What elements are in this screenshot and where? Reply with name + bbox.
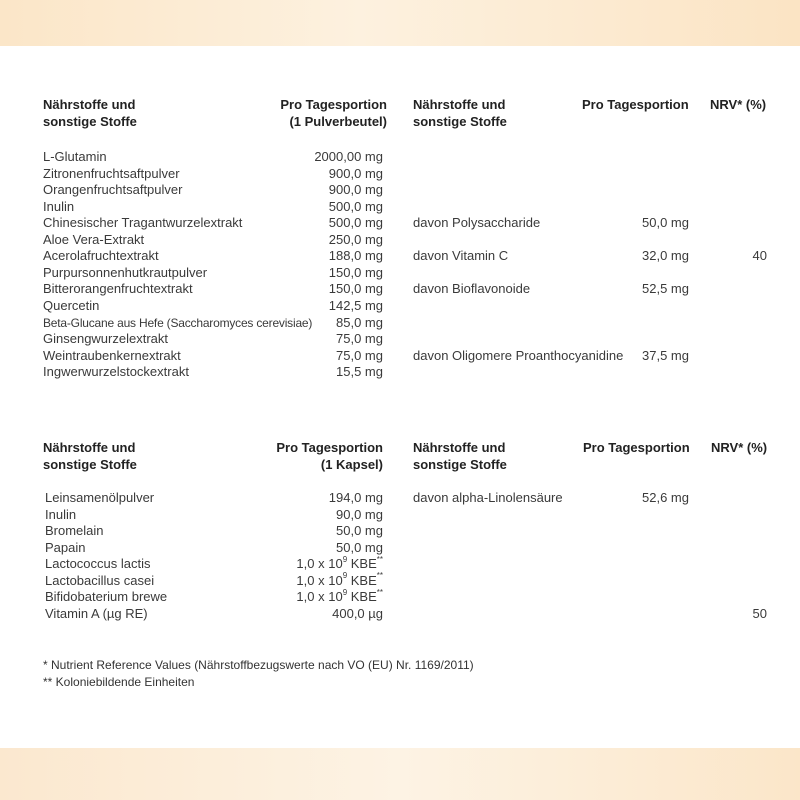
t1-col5-header: NRV* (%) — [710, 97, 767, 112]
row-amount: 150,0 mg — [328, 281, 383, 297]
amount-base: 1,0 x 10 — [296, 589, 343, 605]
row-sub-name: davon alpha-Linolensäure — [413, 490, 563, 505]
row-name: Ingwerwurzelstockextrakt — [43, 364, 189, 380]
row-name: Acerolafruchtextrakt — [43, 248, 159, 264]
t2-col1-header: Nährstoffe und sonstige Stoffe — [43, 440, 137, 472]
row-amount: 2000,00 mg — [314, 149, 383, 164]
row-amount: 188,0 mg — [328, 248, 383, 264]
t2-col3-header: Nährstoffe und sonstige Stoffe — [413, 440, 507, 472]
row-sub-amount: 52,5 mg — [642, 281, 689, 297]
row-amount: 194,0 mg — [328, 490, 383, 505]
row-amount: 15,5 mg — [336, 364, 383, 380]
row-name: Quercetin — [43, 297, 100, 313]
row-name: L-Glutamin — [43, 149, 107, 164]
t1-col3-header: Nährstoffe und sonstige Stoffe — [413, 97, 507, 129]
row-amount: 900,0 mg — [328, 165, 383, 181]
row-sub-amount: 52,6 mg — [642, 490, 689, 505]
row-sub-amount: 50,0 mg — [642, 215, 689, 231]
t2-col5-header: NRV* (%) — [711, 440, 768, 455]
row-name: Leinsamenölpulver — [45, 490, 155, 505]
row-name: Bromelain — [45, 523, 104, 539]
row-nrv: 50 — [752, 605, 767, 621]
footnote-nrv: * Nutrient Reference Values (Nährstoffbezugswerte nach VO (EU) Nr. 1169/2011) — [43, 658, 474, 672]
row-sub-amount: 37,5 mg — [642, 347, 689, 363]
row-name: Ginsengwurzelextrakt — [43, 331, 168, 347]
amount-unit: KBE — [347, 556, 377, 572]
row-name: Inulin — [45, 506, 77, 522]
row-amount: 90,0 mg — [336, 506, 383, 522]
row-amount: 50,0 mg — [336, 539, 383, 555]
row-amount: 500,0 mg — [328, 215, 383, 231]
row-sub-name: davon Bioflavonoide — [413, 281, 531, 297]
amount-unit: KBE — [347, 572, 377, 588]
amount-base: 1,0 x 10 — [296, 572, 343, 588]
row-sub-amount: 32,0 mg — [642, 248, 689, 264]
t1-col4-header: Pro Tagesportion — [582, 97, 689, 112]
row-name: Bitterorangenfruchtextrakt — [43, 281, 193, 297]
row-name: Lactococcus lactis — [45, 556, 151, 572]
top-decorative-band — [0, 0, 800, 46]
row-nrv: 40 — [752, 248, 767, 264]
row-name: Orangenfruchtsaftpulver — [43, 182, 183, 198]
row-name: Zitronenfruchtsaftpulver — [43, 165, 180, 181]
row-amount: 500,0 mg — [328, 198, 383, 214]
t2-col2-header: Pro Tagesportion (1 Kapsel) — [276, 440, 383, 472]
row-name: Papain — [45, 539, 86, 555]
amount-exponent: 9 — [342, 554, 348, 564]
row-amount: 50,0 mg — [336, 523, 383, 539]
row-amount: 85,0 mg — [336, 314, 383, 330]
row-name: Beta-Glucane aus Hefe (Saccharomyces cerevisiae) — [43, 315, 313, 330]
amount-footnote-mark: ** — [376, 554, 383, 564]
row-name: Bifidobaterium brewe — [45, 589, 168, 605]
row-name: Lactobacillus casei — [45, 572, 155, 588]
row-name: Chinesischer Tragantwurzelextrakt — [43, 215, 243, 231]
amount-base: 1,0 x 10 — [296, 556, 343, 572]
row-amount: 142,5 mg — [328, 297, 383, 313]
row-amount: 400,0 µg — [332, 605, 383, 621]
amount-footnote-mark: ** — [376, 587, 383, 597]
t2-col4-header: Pro Tagesportion — [583, 440, 690, 455]
bottom-decorative-band — [0, 748, 800, 800]
amount-unit: KBE — [347, 589, 377, 605]
row-amount: 900,0 mg — [328, 182, 383, 198]
amount-footnote-mark: ** — [376, 571, 383, 581]
row-amount: 150,0 mg — [328, 264, 383, 280]
t1-col2-header: Pro Tagesportion (1 Pulverbeutel) — [280, 97, 387, 129]
row-amount: 250,0 mg — [328, 231, 383, 247]
row-sub-name: davon Polysaccharide — [413, 215, 541, 231]
row-amount: 75,0 mg — [336, 331, 383, 347]
footnote-kbe: ** Koloniebildende Einheiten — [43, 675, 195, 689]
row-name: Purpursonnenhutkrautpulver — [43, 264, 208, 280]
row-name: Inulin — [43, 198, 75, 214]
row-amount — [223, 589, 383, 605]
row-amount — [223, 556, 383, 572]
row-amount: 75,0 mg — [336, 347, 383, 363]
row-sub-name: davon Oligomere Proanthocyanidine — [413, 347, 624, 363]
row-name: Aloe Vera-Extrakt — [43, 231, 145, 247]
row-sub-name: davon Vitamin C — [413, 248, 509, 264]
row-name: Vitamin A (µg RE) — [45, 605, 148, 621]
t1-col1-header: Nährstoffe und sonstige Stoffe — [43, 97, 137, 129]
amount-exponent: 9 — [342, 571, 348, 581]
amount-exponent: 9 — [342, 587, 348, 597]
row-name: Weintraubenkernextrakt — [43, 347, 181, 363]
row-amount — [223, 573, 383, 589]
